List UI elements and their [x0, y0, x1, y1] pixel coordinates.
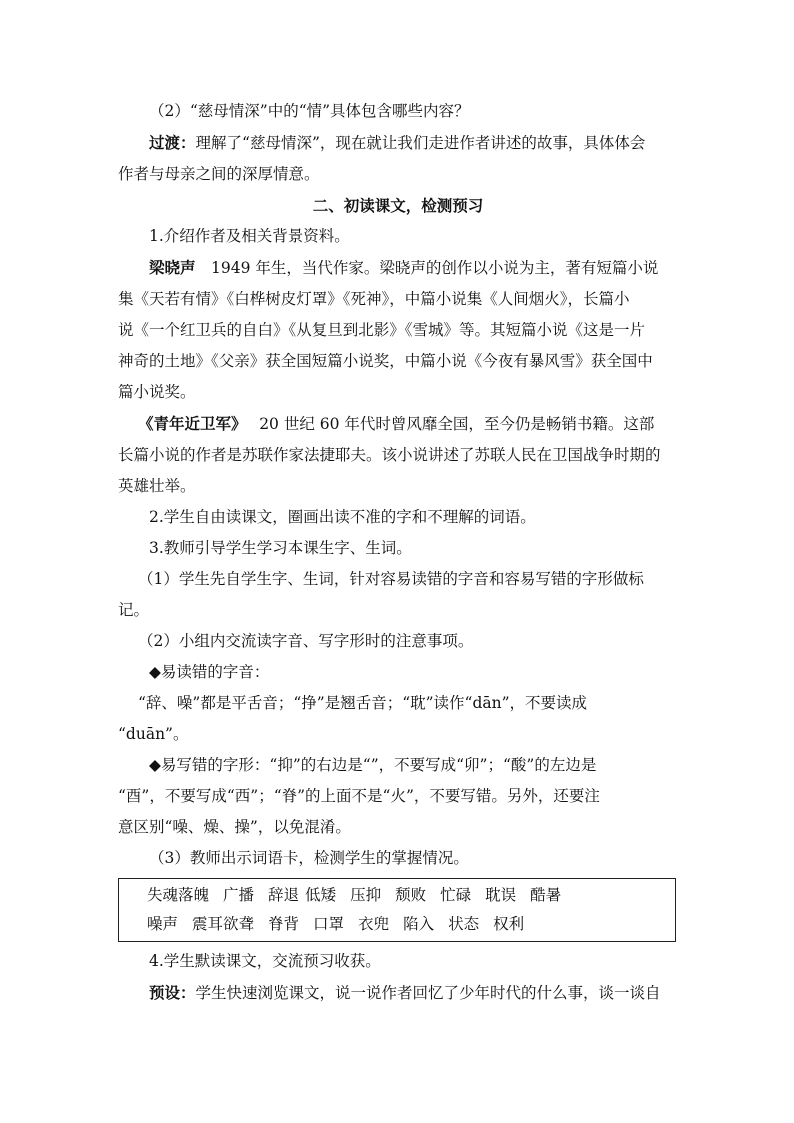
writing-line2: “酉”，不要写成“西”；“脊”的上面不是“火”，不要写错。另外，还要注: [118, 787, 600, 805]
vocab-word: 酷暑: [530, 886, 562, 904]
step-3-2: （2）小组内交流读字音、写字形时的注意事项。: [138, 632, 474, 650]
step-3-1-line2: 记。: [118, 601, 150, 619]
vocab-word: 广播: [223, 886, 255, 904]
author-intro-line3: 说《一个红卫兵的自白》《从复旦到北影》《雪城》等。其短篇小说《这是一片: [118, 321, 646, 339]
vocabulary-row-2: [147, 910, 675, 939]
vocab-word: 辞退: [268, 886, 300, 904]
transition-label: 过渡：: [149, 133, 196, 152]
vocab-word: 口罩: [313, 915, 345, 933]
book-intro-line3: 英雄壮举。: [118, 477, 196, 495]
vocab-word: 失魂落魄: [147, 886, 210, 904]
pronunciation-heading: ◆易读错的字音：: [149, 663, 270, 681]
book-intro-line2: 长篇小说的作者是苏联作家法捷耶夫。该小说讲述了苏联人民在卫国战争时期的: [118, 446, 661, 464]
pronunciation-line1: “辞、噪”都是平舌音；“挣”是翘舌音；“耽”读作“dān”，不要读成: [138, 694, 588, 712]
author-name: 梁晓声: [149, 258, 196, 277]
step-3: 3.教师引导学生学习本课生字、生词。: [149, 539, 412, 557]
vocab-word: 耽误: [485, 886, 517, 904]
step-2: 2.学生自由读课文，圈画出读不准的字和不理解的词语。: [149, 508, 536, 526]
pronunciation-line2: “duān”。: [118, 725, 189, 743]
vocab-word: 噪声: [147, 915, 179, 933]
transition-paragraph-line1: [118, 127, 678, 159]
vocab-word: 陷入: [403, 915, 435, 933]
section-title: 二、初读课文，检测预习: [312, 196, 484, 215]
vocab-word: 震耳欲聋: [192, 915, 255, 933]
author-intro-line4: 神奇的土地》《父亲》获全国短篇小说奖，中篇小说《今夜有暴风雪》获全国中: [118, 352, 653, 370]
vocabulary-card: [118, 878, 676, 942]
vocab-word: 状态: [448, 915, 480, 933]
vocab-word: 忙碌: [440, 886, 472, 904]
question-2: （2）“慈母情深”中的“情”具体包含哪些内容？: [149, 102, 470, 120]
step-3-3: （3）教师出示词语卡，检测学生的掌握情况。: [149, 849, 469, 867]
book-intro-text: 20 世纪 60 年代时曾风靡全国，至今仍是畅销书籍。这部: [238, 415, 655, 433]
vocab-word: 压抑: [350, 886, 382, 904]
step-4: 4.学生默读课文，交流预习收获。: [149, 952, 381, 970]
author-intro-line2: 集《天若有情》《白桦树皮灯罩》《死神》，中篇小说集《人间烟火》，长篇小: [118, 290, 630, 308]
book-name: 《青年近卫军》: [138, 414, 239, 433]
transition-text: 理解了“慈母情深”，现在就让我们走进作者讲述的故事，具体体会: [195, 134, 646, 152]
document-page: [118, 96, 678, 1009]
step-1: 1.介绍作者及相关背景资料。: [149, 227, 350, 245]
vocab-word: 低矮: [305, 886, 337, 904]
vocab-word: 衣兜: [358, 915, 390, 933]
transition-paragraph-line2: 作者与母亲之间的深厚情意。: [118, 165, 320, 183]
writing-line3: 意区别“噪、燥、操”，以免混淆。: [118, 818, 351, 836]
preset-text: 学生快速浏览课文，说一说作者回忆了少年时代的什么事，谈一谈自: [195, 984, 661, 1002]
preset-line1: [118, 977, 678, 1009]
vocab-word: 脊背: [268, 915, 300, 933]
author-intro-text: 1949 年生，当代作家。梁晓声的创作以小说为主，著有短篇小说: [195, 259, 659, 277]
author-intro-line1: [118, 252, 678, 284]
vocabulary-row-1: [147, 881, 675, 910]
writing-line1: ◆易写错的字形：“抑”的右边是“”，不要写成“卯”；“酸”的左边是: [149, 756, 597, 774]
step-3-1-line1: （1）学生先自学生字、生词，针对容易读错的字音和容易写错的字形做标: [138, 570, 644, 588]
book-intro-line1: [118, 408, 678, 440]
vocab-word: 颓败: [395, 886, 427, 904]
author-intro-line5: 篇小说奖。: [118, 383, 196, 401]
vocab-word: 权利: [493, 915, 525, 933]
preset-label: 预设：: [149, 983, 196, 1002]
